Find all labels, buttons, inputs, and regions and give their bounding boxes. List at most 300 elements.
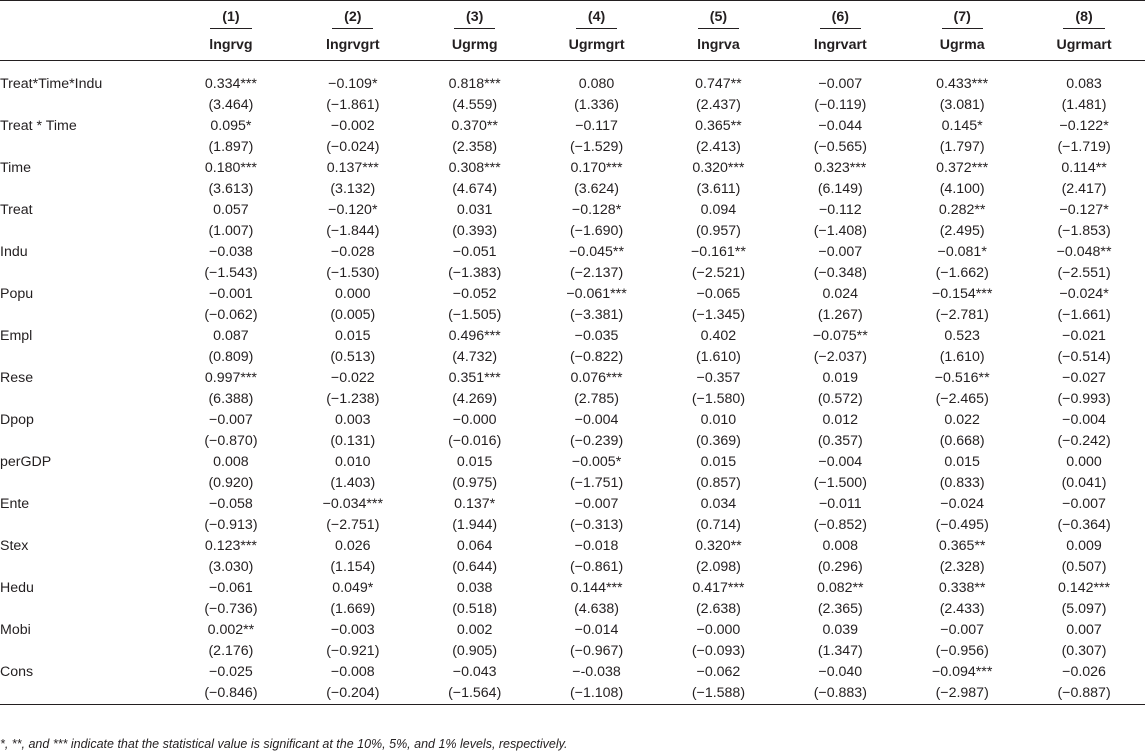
coefficient-cell: −0.007 (209, 412, 253, 428)
t-statistic-cell: (0.513) (330, 349, 376, 365)
coefficient-cell: 0.402 (700, 328, 737, 344)
t-statistic-cell: (0.005) (330, 307, 376, 323)
t-statistic-cell: (1.897) (208, 139, 254, 155)
t-statistic-cell: (3.624) (574, 181, 620, 197)
t-statistic-cell: (−0.956) (935, 643, 989, 659)
table-row (0, 179, 1145, 200)
t-statistic-cell: (−0.921) (326, 643, 380, 659)
coefficient-cell: −0.024 (940, 496, 985, 512)
table-row (0, 305, 1145, 326)
coefficient-cell: 0.123*** (204, 538, 257, 554)
table-row (0, 242, 1145, 263)
column-name: lngrva (658, 30, 780, 61)
coefficient-cell: 0.082** (817, 580, 864, 596)
column-name: Ugrmgrt (536, 30, 658, 61)
t-statistic-cell: (−0.852) (813, 517, 867, 533)
coefficient-cell: 0.365** (938, 538, 986, 554)
row-label: Popu (0, 286, 34, 302)
coefficient-cell: 0.818*** (448, 76, 501, 92)
t-statistic-cell: (−1.580) (691, 391, 746, 407)
coefficient-cell: −0.161** (691, 244, 746, 260)
table-row (0, 347, 1145, 368)
coefficient-cell: 0.997*** (204, 370, 257, 386)
t-statistic-cell: (−0.204) (292, 683, 414, 705)
t-statistic-cell: (0.920) (208, 475, 254, 491)
table-row (0, 389, 1145, 410)
coefficient-cell: −0.004 (574, 412, 619, 428)
coefficient-cell: 0.024 (822, 286, 859, 302)
column-number: (2) (292, 2, 414, 30)
coefficient-cell: 0.747** (695, 76, 742, 92)
coefficient-cell: 0.009 (1066, 538, 1102, 554)
coefficient-cell: −0.357 (696, 370, 741, 386)
t-statistic-cell: (4.732) (452, 349, 498, 365)
table-row (0, 368, 1145, 389)
t-statistic-cell: (−0.514) (1057, 349, 1111, 365)
table-row (0, 683, 1145, 705)
coefficient-cell: −0.109* (328, 76, 378, 92)
coefficient-cell: −0.061*** (566, 286, 627, 302)
row-label-blank (0, 347, 170, 368)
coefficient-cell: 0.323*** (814, 160, 867, 176)
coefficient-cell: 0.095* (210, 118, 252, 134)
t-statistic-cell: (−0.967) (569, 643, 624, 659)
coefficient-cell: −0.018 (574, 538, 619, 554)
row-label: Indu (0, 244, 28, 260)
t-statistic-cell: (−2.751) (326, 517, 380, 533)
t-statistic-cell: (4.638) (574, 601, 620, 617)
t-statistic-cell: (0.572) (817, 391, 863, 407)
t-statistic-cell: (1.610) (695, 349, 741, 365)
t-statistic-cell: (−0.870) (204, 433, 258, 449)
coefficient-cell: 0.083 (1066, 76, 1102, 92)
coefficient-cell: −0.004 (818, 454, 863, 470)
t-statistic-cell: (−2.551) (1057, 265, 1111, 281)
coefficient-cell: 0.351*** (448, 370, 501, 386)
t-statistic-cell: (−1.500) (813, 475, 867, 491)
t-statistic-cell: (−0.565) (813, 139, 867, 155)
coefficient-cell: 0.019 (822, 370, 859, 386)
row-label-blank (0, 305, 170, 326)
coefficient-cell: 0.015 (456, 454, 493, 470)
t-statistic-cell: (−2.465) (935, 391, 989, 407)
t-statistic-cell: (−1.564) (414, 683, 536, 705)
coefficient-cell: −0.112 (818, 202, 862, 218)
row-label-blank (0, 431, 170, 452)
t-statistic-cell: (−2.137) (569, 265, 624, 281)
row-label: Treat (0, 202, 33, 218)
t-statistic-cell: (3.081) (939, 97, 985, 113)
t-statistic-cell: (−1.844) (326, 223, 380, 239)
t-statistic-cell: (−0.736) (204, 601, 258, 617)
coefficient-cell: 0.015 (944, 454, 980, 470)
coefficient-cell: −0.154*** (932, 286, 993, 302)
table-row (0, 557, 1145, 578)
table-row (0, 431, 1145, 452)
t-statistic-cell: (1.797) (939, 139, 985, 155)
table-row (0, 263, 1145, 284)
table-row (0, 221, 1145, 242)
table-row (0, 452, 1145, 473)
coefficient-cell: 0.334*** (204, 76, 257, 92)
t-statistic-cell: (4.100) (939, 181, 985, 197)
coefficient-cell: −0.038 (209, 244, 253, 260)
t-statistic-cell: (3.611) (696, 181, 741, 197)
coefficient-cell: 0.002** (207, 622, 255, 638)
coefficient-cell: −0.005* (571, 454, 622, 470)
table-row (0, 137, 1145, 158)
t-statistic-cell: (−1.529) (569, 139, 624, 155)
row-label-blank (0, 95, 170, 116)
t-statistic-cell: (−0.913) (204, 517, 258, 533)
coefficient-cell: −0.516** (934, 370, 990, 386)
row-label: Cons (0, 664, 34, 680)
column-number: (8) (1023, 2, 1145, 30)
row-label-blank (0, 599, 170, 620)
coefficient-cell: 0.015 (700, 454, 737, 470)
t-statistic-cell: (−2.987) (901, 683, 1023, 705)
t-statistic-cell: (1.007) (208, 223, 254, 239)
table-row (0, 326, 1145, 347)
table-row (0, 410, 1145, 431)
t-statistic-cell: (0.714) (695, 517, 741, 533)
t-statistic-cell: (3.030) (208, 559, 254, 575)
table-row (0, 494, 1145, 515)
table-row (0, 578, 1145, 599)
column-name: Ugrma (901, 30, 1023, 61)
column-name-row (0, 30, 1145, 61)
coefficient-cell: −0.117 (575, 118, 618, 134)
coefficient-cell: 0.170*** (570, 160, 623, 176)
t-statistic-cell: (2.638) (695, 601, 741, 617)
t-statistic-cell: (−1.543) (204, 265, 258, 281)
t-statistic-cell: (2.098) (695, 559, 741, 575)
t-statistic-cell: (4.269) (452, 391, 498, 407)
coefficient-cell: 0.142*** (1058, 580, 1111, 596)
coefficient-cell: −0.051 (452, 244, 497, 260)
t-statistic-cell: (0.833) (939, 475, 985, 491)
t-statistic-cell: (3.613) (208, 181, 254, 197)
t-statistic-cell: (0.357) (817, 433, 863, 449)
coefficient-cell: −0.043 (452, 664, 497, 680)
table-row (0, 200, 1145, 221)
t-statistic-cell: (4.559) (452, 97, 498, 113)
coefficient-cell: −0.052 (452, 286, 497, 302)
row-label-blank (0, 263, 170, 284)
t-statistic-cell: (2.417) (1061, 181, 1107, 197)
coefficient-cell: −-0.038 (572, 664, 621, 680)
t-statistic-cell: (−0.313) (569, 517, 624, 533)
t-statistic-cell: (2.365) (817, 601, 863, 617)
coefficient-cell: −0.045** (569, 244, 624, 260)
coefficient-cell: −0.081* (937, 244, 987, 260)
coefficient-cell: 0.137*** (326, 160, 379, 176)
coefficient-cell: −0.003 (330, 622, 375, 638)
column-name: lngrvart (779, 30, 901, 61)
t-statistic-cell: (1.944) (452, 517, 498, 533)
coefficient-cell: 0.144*** (570, 580, 623, 596)
t-statistic-cell: (−0.348) (813, 265, 867, 281)
coefficient-cell: −0.065 (696, 286, 741, 302)
table-row (0, 158, 1145, 179)
coefficient-cell: 0.007 (1066, 622, 1102, 638)
coefficient-cell: 0.496*** (448, 328, 501, 344)
t-statistic-cell: (6.149) (817, 181, 863, 197)
row-label: Mobi (0, 622, 31, 638)
t-statistic-cell: (2.413) (695, 139, 741, 155)
coefficient-cell: 0.282** (938, 202, 986, 218)
table-row (0, 515, 1145, 536)
coefficient-cell: 0.057 (213, 202, 249, 218)
t-statistic-cell: (0.041) (1061, 475, 1107, 491)
coefficient-cell: 0.064 (456, 538, 493, 554)
coefficient-cell: 0.137* (454, 496, 496, 512)
t-statistic-cell: (0.644) (452, 559, 498, 575)
row-label-blank (0, 221, 170, 242)
t-statistic-cell: (−0.242) (1057, 433, 1111, 449)
coefficient-cell: −0.007 (818, 244, 863, 260)
t-statistic-cell: (−1.238) (326, 391, 380, 407)
t-statistic-cell: (−2.037) (813, 349, 867, 365)
coefficient-cell: −0.040 (818, 664, 863, 680)
t-statistic-cell: (0.307) (1061, 643, 1107, 659)
coefficient-cell: 0.038 (456, 580, 493, 596)
t-statistic-cell: (−0.846) (170, 683, 292, 705)
row-label-blank (0, 137, 170, 158)
coefficient-cell: −0.024* (1059, 286, 1109, 302)
t-statistic-cell: (−1.383) (448, 265, 502, 281)
coefficient-cell: −0.022 (330, 370, 375, 386)
coefficient-cell: 0.180*** (204, 160, 257, 176)
column-number: (3) (414, 2, 536, 30)
t-statistic-cell: (2.437) (695, 97, 741, 113)
t-statistic-cell: (−0.861) (569, 559, 624, 575)
t-statistic-cell: (0.369) (695, 433, 741, 449)
coefficient-cell: −0.007 (1062, 496, 1106, 512)
row-label-blank (0, 557, 170, 578)
table-footnote: *, **, and *** indicate that the statistical value is significant at the 10%, 5%, and 1% levels, respectively. (0, 737, 568, 751)
coefficient-cell: −0.075** (812, 328, 868, 344)
coefficient-cell: 0.087 (213, 328, 249, 344)
coefficient-cell: −0.044 (818, 118, 863, 134)
header-corner (0, 30, 170, 61)
table-row (0, 620, 1145, 641)
column-number: (6) (779, 2, 901, 30)
t-statistic-cell: (0.905) (452, 643, 498, 659)
t-statistic-cell: (4.674) (452, 181, 498, 197)
t-statistic-cell: (−0.822) (569, 349, 624, 365)
t-statistic-cell: (−0.495) (935, 517, 989, 533)
t-statistic-cell: (1.669) (330, 601, 376, 617)
coefficient-cell: 0.012 (822, 412, 859, 428)
coefficient-cell: −0.122* (1059, 118, 1109, 134)
coefficient-cell: 0.026 (335, 538, 371, 554)
table-row (0, 662, 1145, 683)
t-statistic-cell: (−1.408) (813, 223, 867, 239)
coefficient-cell: −0.061 (209, 580, 253, 596)
t-statistic-cell: (1.336) (574, 97, 620, 113)
table-row (0, 599, 1145, 620)
t-statistic-cell: (0.507) (1061, 559, 1107, 575)
t-statistic-cell: (1.481) (1061, 97, 1107, 113)
coefficient-cell: 0.031 (456, 202, 493, 218)
row-label: Rese (0, 370, 34, 386)
t-statistic-cell: (−1.853) (1057, 223, 1111, 239)
row-label-blank (0, 515, 170, 536)
row-label-blank (0, 389, 170, 410)
header-spacer (0, 61, 1145, 75)
row-label: perGDP (0, 454, 52, 470)
row-label-blank (0, 179, 170, 200)
row-label: Treat*Time*Indu (0, 76, 103, 92)
t-statistic-cell: (−1.588) (658, 683, 780, 705)
row-label-blank (0, 641, 170, 662)
column-name: lngrvgrt (292, 30, 414, 61)
t-statistic-cell: (−2.781) (935, 307, 989, 323)
t-statistic-cell: (0.668) (939, 433, 985, 449)
coefficient-cell: −0.011 (818, 496, 862, 512)
coefficient-cell: −0.008 (330, 664, 375, 680)
table-row (0, 74, 1145, 95)
t-statistic-cell: (−1.530) (326, 265, 380, 281)
coefficient-cell: −0.007 (818, 76, 863, 92)
t-statistic-cell: (2.358) (452, 139, 498, 155)
t-statistic-cell: (−1.751) (569, 475, 624, 491)
coefficient-cell: −0.048** (1056, 244, 1112, 260)
t-statistic-cell: (−1.661) (1057, 307, 1111, 323)
coefficient-cell: 0.039 (822, 622, 859, 638)
coefficient-cell: 0.015 (335, 328, 371, 344)
t-statistic-cell: (3.132) (330, 181, 376, 197)
coefficient-cell: 0.433*** (936, 76, 989, 92)
coefficient-cell: 0.338** (938, 580, 986, 596)
coefficient-cell: −0.062 (696, 664, 741, 680)
column-number: (7) (901, 2, 1023, 30)
coefficient-cell: 0.417*** (692, 580, 745, 596)
table-row (0, 536, 1145, 557)
coefficient-cell: 0.000 (335, 286, 371, 302)
t-statistic-cell: (0.131) (330, 433, 376, 449)
table-row (0, 284, 1145, 305)
coefficient-cell: 0.003 (335, 412, 371, 428)
coefficient-cell: 0.049* (332, 580, 374, 596)
t-statistic-cell: (−1.861) (326, 97, 380, 113)
row-label: Treat * Time (0, 118, 77, 134)
column-number: (1) (170, 2, 292, 30)
t-statistic-cell: (−1.719) (1057, 139, 1111, 155)
coefficient-cell: −0.007 (574, 496, 619, 512)
t-statistic-cell: (−1.662) (935, 265, 989, 281)
table-row (0, 95, 1145, 116)
t-statistic-cell: (−0.024) (326, 139, 380, 155)
t-statistic-cell: (−1.690) (569, 223, 624, 239)
t-statistic-cell: (1.154) (330, 559, 376, 575)
column-name: Ugrmg (414, 30, 536, 61)
t-statistic-cell: (0.957) (695, 223, 741, 239)
coefficient-cell: 0.000 (1066, 454, 1102, 470)
t-statistic-cell: (−0.093) (691, 643, 746, 659)
t-statistic-cell: (0.296) (817, 559, 863, 575)
t-statistic-cell: (1.610) (939, 349, 985, 365)
t-statistic-cell: (−1.505) (448, 307, 502, 323)
coefficient-cell: 0.365** (695, 118, 742, 134)
coefficient-cell: −0.027 (1062, 370, 1106, 386)
row-label-blank (0, 473, 170, 494)
t-statistic-cell: (3.464) (208, 97, 254, 113)
coefficient-cell: 0.145* (941, 118, 983, 134)
coefficient-cell: −0.000 (452, 412, 497, 428)
coefficient-cell: 0.010 (335, 454, 371, 470)
t-statistic-cell: (−0.364) (1057, 517, 1111, 533)
coefficient-cell: −0.034*** (322, 496, 383, 512)
table-row (0, 641, 1145, 662)
t-statistic-cell: (−0.119) (814, 97, 867, 113)
t-statistic-cell: (−0.887) (1023, 683, 1145, 705)
t-statistic-cell: (0.809) (208, 349, 254, 365)
t-statistic-cell: (0.857) (695, 475, 741, 491)
coefficient-cell: −0.127* (1059, 202, 1109, 218)
coefficient-cell: −0.014 (574, 622, 619, 638)
coefficient-cell: 0.370** (451, 118, 498, 134)
t-statistic-cell: (−0.062) (204, 307, 258, 323)
t-statistic-cell: (−0.883) (779, 683, 901, 705)
t-statistic-cell: (2.433) (939, 601, 985, 617)
t-statistic-cell: (1.403) (330, 475, 376, 491)
t-statistic-cell: (2.176) (208, 643, 254, 659)
coefficient-cell: −0.028 (330, 244, 375, 260)
coefficient-cell: 0.114** (1061, 160, 1107, 176)
header-corner (0, 2, 170, 30)
coefficient-cell: −0.000 (696, 622, 741, 638)
row-label: Time (0, 160, 32, 176)
coefficient-cell: 0.320** (695, 538, 742, 554)
t-statistic-cell: (−0.239) (569, 433, 624, 449)
t-statistic-cell: (2.495) (939, 223, 985, 239)
column-name: Ugrmart (1023, 30, 1145, 61)
t-statistic-cell: (−1.108) (536, 683, 658, 705)
coefficient-cell: 0.010 (700, 412, 737, 428)
coefficient-cell: −0.094*** (932, 664, 993, 680)
coefficient-cell: −0.035 (574, 328, 619, 344)
t-statistic-cell: (0.518) (452, 601, 498, 617)
column-name: lngrvg (170, 30, 292, 61)
t-statistic-cell: (1.267) (817, 307, 863, 323)
t-statistic-cell: (6.388) (208, 391, 254, 407)
coefficient-cell: −0.128* (571, 202, 622, 218)
t-statistic-cell: (−3.381) (569, 307, 624, 323)
coefficient-cell: 0.523 (944, 328, 980, 344)
row-label-blank (0, 683, 170, 705)
column-number: (5) (658, 2, 780, 30)
column-number: (4) (536, 2, 658, 30)
row-label: Stex (0, 538, 29, 554)
row-label: Empl (0, 328, 33, 344)
coefficient-cell: −0.058 (209, 496, 253, 512)
t-statistic-cell: (0.393) (452, 223, 498, 239)
coefficient-cell: 0.076*** (570, 370, 623, 386)
row-label: Hedu (0, 580, 34, 596)
t-statistic-cell: (1.347) (817, 643, 863, 659)
coefficient-cell: 0.008 (213, 454, 249, 470)
coefficient-cell: −0.021 (1062, 328, 1106, 344)
coefficient-cell: 0.094 (700, 202, 737, 218)
coefficient-cell: −0.007 (940, 622, 985, 638)
coefficient-cell: 0.022 (944, 412, 980, 428)
t-statistic-cell: (−0.993) (1057, 391, 1111, 407)
coefficient-cell: 0.308*** (448, 160, 501, 176)
coefficient-cell: 0.372*** (936, 160, 989, 176)
coefficient-cell: −0.120* (328, 202, 378, 218)
